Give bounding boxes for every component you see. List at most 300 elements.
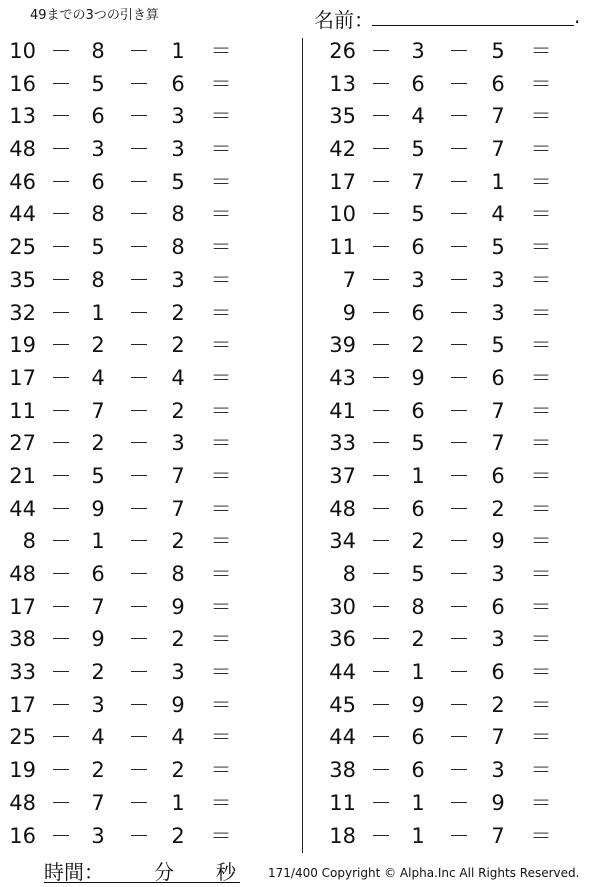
subtrahend-2: 2 (171, 823, 185, 848)
minuend: 17 (9, 692, 36, 717)
minus-sign: － (448, 169, 470, 194)
subtrahend-1: 7 (91, 594, 105, 619)
minus-sign: － (128, 267, 150, 292)
equals-sign: ＝ (530, 725, 552, 750)
equals-sign: ＝ (210, 660, 232, 685)
subtrahend-1: 1 (411, 463, 425, 488)
problem-row (0, 133, 240, 166)
problem-row (320, 493, 560, 526)
problem-row (320, 100, 560, 133)
subtrahend-2: 5 (491, 333, 505, 358)
minuend: 48 (329, 496, 356, 521)
subtrahend-1: 2 (91, 333, 105, 358)
minus-sign: － (370, 823, 392, 848)
minus-sign: － (50, 333, 72, 358)
problem-row (0, 362, 240, 395)
equals-sign: ＝ (210, 758, 232, 783)
problem-row (320, 133, 560, 166)
minuend: 9 (342, 300, 356, 325)
problem-row (0, 787, 240, 820)
minus-sign: － (50, 71, 72, 96)
minus-sign: － (128, 71, 150, 96)
minus-sign: － (370, 692, 392, 717)
subtrahend-1: 1 (411, 660, 425, 685)
problem-row (320, 264, 560, 297)
minus-sign: － (448, 71, 470, 96)
problem-row (0, 35, 240, 68)
subtrahend-2: 8 (171, 235, 185, 260)
minus-sign: － (370, 71, 392, 96)
problem-row (320, 166, 560, 199)
minus-sign: － (50, 823, 72, 848)
subtrahend-2: 4 (491, 202, 505, 227)
subtrahend-1: 6 (411, 71, 425, 96)
minus-sign: － (448, 137, 470, 162)
equals-sign: ＝ (530, 137, 552, 162)
equals-sign: ＝ (530, 169, 552, 194)
minuend: 13 (9, 104, 36, 129)
minus-sign: － (128, 758, 150, 783)
minus-sign: － (50, 790, 72, 815)
minuend: 7 (342, 267, 356, 292)
subtrahend-1: 8 (91, 39, 105, 63)
subtrahend-1: 3 (91, 823, 105, 848)
equals-sign: ＝ (210, 529, 232, 554)
minus-sign: － (50, 104, 72, 129)
subtrahend-2: 8 (171, 562, 185, 586)
minus-sign: － (50, 627, 72, 652)
problem-row (0, 721, 240, 754)
equals-sign: ＝ (210, 202, 232, 227)
subtrahend-2: 3 (491, 267, 505, 292)
minus-sign: － (370, 39, 392, 63)
subtrahend-2: 3 (491, 758, 505, 783)
equals-sign: ＝ (530, 235, 552, 260)
equals-sign: ＝ (530, 594, 552, 619)
subtrahend-1: 5 (411, 202, 425, 227)
equals-sign: ＝ (210, 104, 232, 129)
equals-sign: ＝ (530, 431, 552, 456)
minuend: 11 (329, 790, 356, 815)
subtrahend-2: 1 (491, 169, 505, 194)
minus-sign: － (50, 692, 72, 717)
minus-sign: － (128, 790, 150, 815)
minus-sign: － (50, 463, 72, 488)
equals-sign: ＝ (210, 463, 232, 488)
minus-sign: － (50, 496, 72, 521)
subtrahend-2: 5 (491, 39, 505, 63)
minus-sign: － (128, 725, 150, 750)
equals-sign: ＝ (210, 169, 232, 194)
subtrahend-1: 4 (411, 104, 425, 129)
minuend: 32 (9, 300, 36, 325)
copyright-text: 171/400 Copyright © Alpha.Inc All Rights Reserved. (268, 866, 580, 880)
subtrahend-1: 5 (91, 71, 105, 96)
minuend: 8 (22, 529, 36, 554)
subtrahend-2: 9 (491, 529, 505, 554)
name-input-line[interactable] (372, 25, 574, 26)
subtrahend-1: 9 (91, 496, 105, 521)
minus-sign: － (370, 104, 392, 129)
subtrahend-1: 5 (411, 562, 425, 586)
minus-sign: － (128, 235, 150, 260)
problem-row (320, 427, 560, 460)
minuend: 8 (342, 562, 356, 586)
subtrahend-2: 1 (171, 39, 185, 63)
minus-sign: － (448, 758, 470, 783)
minuend: 19 (9, 758, 36, 783)
minus-sign: － (448, 823, 470, 848)
subtrahend-1: 2 (91, 758, 105, 783)
minus-sign: － (448, 463, 470, 488)
problem-row (320, 721, 560, 754)
minuend: 19 (9, 333, 36, 358)
equals-sign: ＝ (530, 333, 552, 358)
time-underline (44, 882, 240, 883)
minus-sign: － (448, 529, 470, 554)
minus-sign: － (370, 790, 392, 815)
subtrahend-1: 6 (91, 169, 105, 194)
minus-sign: － (50, 660, 72, 685)
equals-sign: ＝ (530, 660, 552, 685)
problem-row (0, 100, 240, 133)
minus-sign: － (128, 823, 150, 848)
problem-row (320, 558, 560, 591)
subtrahend-2: 3 (171, 660, 185, 685)
equals-sign: ＝ (210, 627, 232, 652)
minus-sign: － (128, 431, 150, 456)
problem-row (320, 395, 560, 428)
seconds-label: 秒 (216, 860, 236, 884)
equals-sign: ＝ (210, 594, 232, 619)
subtrahend-2: 2 (171, 758, 185, 783)
equals-sign: ＝ (210, 823, 232, 848)
minus-sign: － (128, 529, 150, 554)
minuend: 44 (329, 660, 356, 685)
problem-row (320, 231, 560, 264)
minus-sign: － (128, 365, 150, 390)
subtrahend-2: 9 (171, 692, 185, 717)
subtrahend-2: 4 (171, 365, 185, 390)
subtrahend-1: 2 (411, 627, 425, 652)
minus-sign: － (128, 496, 150, 521)
minuend: 42 (329, 137, 356, 162)
problem-row (0, 689, 240, 722)
minuend: 17 (9, 365, 36, 390)
subtrahend-2: 3 (491, 627, 505, 652)
minus-sign: － (448, 562, 470, 586)
subtrahend-2: 3 (491, 562, 505, 586)
problem-row (320, 198, 560, 231)
equals-sign: ＝ (210, 235, 232, 260)
minus-sign: － (50, 267, 72, 292)
equals-sign: ＝ (210, 562, 232, 586)
equals-sign: ＝ (210, 333, 232, 358)
minus-sign: － (448, 431, 470, 456)
equals-sign: ＝ (210, 39, 232, 63)
equals-sign: ＝ (530, 823, 552, 848)
minuend: 45 (329, 692, 356, 717)
problem-row (320, 623, 560, 656)
subtrahend-1: 6 (411, 398, 425, 423)
subtrahend-2: 3 (171, 137, 185, 162)
minus-sign: － (370, 398, 392, 423)
subtrahend-2: 1 (171, 790, 185, 815)
minus-sign: － (448, 725, 470, 750)
subtrahend-1: 3 (91, 692, 105, 717)
problem-row (0, 460, 240, 493)
minuend: 21 (9, 463, 36, 488)
subtrahend-2: 6 (491, 365, 505, 390)
subtrahend-1: 6 (411, 300, 425, 325)
worksheet-title: 49までの3つの引き算 (30, 8, 159, 23)
minus-sign: － (128, 398, 150, 423)
equals-sign: ＝ (210, 496, 232, 521)
equals-sign: ＝ (530, 758, 552, 783)
equals-sign: ＝ (530, 71, 552, 96)
minus-sign: － (50, 169, 72, 194)
minuend: 44 (329, 725, 356, 750)
time-record (44, 856, 240, 882)
minus-sign: － (128, 594, 150, 619)
minus-sign: － (370, 496, 392, 521)
subtrahend-1: 1 (91, 529, 105, 554)
minus-sign: － (50, 594, 72, 619)
subtrahend-2: 3 (491, 300, 505, 325)
equals-sign: ＝ (210, 365, 232, 390)
minus-sign: － (370, 660, 392, 685)
problem-row (320, 35, 560, 68)
subtrahend-2: 3 (171, 431, 185, 456)
minus-sign: － (448, 202, 470, 227)
equals-sign: ＝ (530, 627, 552, 652)
problem-row (0, 231, 240, 264)
subtrahend-1: 3 (411, 39, 425, 63)
minuend: 48 (9, 790, 36, 815)
minuend: 18 (329, 823, 356, 848)
minutes-label: 分 (154, 860, 174, 884)
problem-row (0, 820, 240, 853)
problem-row (0, 166, 240, 199)
minuend: 44 (9, 496, 36, 521)
minuend: 38 (329, 758, 356, 783)
subtrahend-1: 3 (411, 267, 425, 292)
problem-row (320, 591, 560, 624)
subtrahend-1: 4 (91, 365, 105, 390)
equals-sign: ＝ (530, 398, 552, 423)
problem-row (0, 395, 240, 428)
subtrahend-2: 6 (491, 660, 505, 685)
minuend: 13 (329, 71, 356, 96)
minus-sign: － (448, 660, 470, 685)
problem-row (0, 525, 240, 558)
subtrahend-2: 7 (171, 463, 185, 488)
minus-sign: － (448, 39, 470, 63)
minus-sign: － (448, 300, 470, 325)
subtrahend-1: 2 (91, 660, 105, 685)
minus-sign: － (370, 137, 392, 162)
minuend: 25 (9, 235, 36, 260)
minus-sign: － (128, 104, 150, 129)
subtrahend-1: 4 (91, 725, 105, 750)
minus-sign: － (370, 725, 392, 750)
minuend: 48 (9, 562, 36, 586)
equals-sign: ＝ (210, 267, 232, 292)
minus-sign: － (50, 758, 72, 783)
minuend: 46 (9, 169, 36, 194)
subtrahend-1: 6 (91, 562, 105, 586)
problem-column-right (320, 35, 560, 852)
problem-row (0, 591, 240, 624)
minus-sign: － (448, 365, 470, 390)
minuend: 33 (9, 660, 36, 685)
minus-sign: － (370, 300, 392, 325)
minuend: 27 (9, 431, 36, 456)
subtrahend-1: 8 (91, 202, 105, 227)
subtrahend-1: 2 (411, 529, 425, 554)
minus-sign: － (448, 692, 470, 717)
equals-sign: ＝ (530, 365, 552, 390)
minuend: 38 (9, 627, 36, 652)
problem-row (0, 198, 240, 231)
minuend: 25 (9, 725, 36, 750)
problem-row (320, 68, 560, 101)
minus-sign: － (50, 398, 72, 423)
subtrahend-1: 2 (91, 431, 105, 456)
equals-sign: ＝ (210, 300, 232, 325)
equals-sign: ＝ (530, 202, 552, 227)
minus-sign: － (128, 300, 150, 325)
subtrahend-1: 5 (411, 137, 425, 162)
problem-row (0, 754, 240, 787)
minus-sign: － (128, 39, 150, 63)
subtrahend-1: 1 (91, 300, 105, 325)
minus-sign: － (370, 627, 392, 652)
subtrahend-2: 6 (491, 71, 505, 96)
minus-sign: － (50, 431, 72, 456)
subtrahend-2: 5 (491, 235, 505, 260)
problem-row (0, 493, 240, 526)
minus-sign: － (128, 562, 150, 586)
subtrahend-1: 8 (411, 594, 425, 619)
subtrahend-2: 9 (171, 594, 185, 619)
minuend: 17 (329, 169, 356, 194)
minuend: 36 (329, 627, 356, 652)
problem-row (0, 297, 240, 330)
subtrahend-1: 5 (91, 235, 105, 260)
subtrahend-1: 7 (91, 398, 105, 423)
equals-sign: ＝ (530, 790, 552, 815)
subtrahend-2: 2 (171, 529, 185, 554)
minuend: 30 (329, 594, 356, 619)
time-label: 時間： (44, 860, 104, 884)
minus-sign: － (50, 725, 72, 750)
minuend: 17 (9, 594, 36, 619)
minus-sign: － (448, 790, 470, 815)
minuend: 39 (329, 333, 356, 358)
problem-row (320, 297, 560, 330)
minuend: 44 (9, 202, 36, 227)
subtrahend-1: 7 (411, 169, 425, 194)
equals-sign: ＝ (530, 39, 552, 63)
equals-sign: ＝ (530, 463, 552, 488)
minuend: 16 (9, 823, 36, 848)
subtrahend-2: 6 (491, 594, 505, 619)
minus-sign: － (128, 660, 150, 685)
minus-sign: － (50, 562, 72, 586)
subtrahend-1: 7 (91, 790, 105, 815)
minus-sign: － (50, 137, 72, 162)
subtrahend-1: 5 (411, 431, 425, 456)
minus-sign: － (370, 333, 392, 358)
subtrahend-2: 7 (491, 137, 505, 162)
subtrahend-1: 9 (411, 692, 425, 717)
problem-row (320, 689, 560, 722)
minus-sign: － (128, 137, 150, 162)
subtrahend-2: 9 (491, 790, 505, 815)
problem-row (0, 329, 240, 362)
minus-sign: － (448, 267, 470, 292)
minus-sign: － (448, 398, 470, 423)
minuend: 10 (9, 39, 36, 63)
subtrahend-2: 7 (171, 496, 185, 521)
minus-sign: － (50, 39, 72, 63)
equals-sign: ＝ (210, 71, 232, 96)
subtrahend-2: 6 (491, 463, 505, 488)
problem-row (0, 427, 240, 460)
subtrahend-2: 3 (171, 104, 185, 129)
subtrahend-1: 9 (91, 627, 105, 652)
subtrahend-2: 7 (491, 823, 505, 848)
problem-row (320, 820, 560, 853)
minuend: 33 (329, 431, 356, 456)
subtrahend-1: 5 (91, 463, 105, 488)
minus-sign: － (50, 300, 72, 325)
minuend: 48 (9, 137, 36, 162)
minus-sign: － (128, 463, 150, 488)
minuend: 37 (329, 463, 356, 488)
minus-sign: － (50, 202, 72, 227)
subtrahend-2: 7 (491, 398, 505, 423)
equals-sign: ＝ (530, 562, 552, 586)
minuend: 26 (329, 39, 356, 63)
minuend: 35 (329, 104, 356, 129)
equals-sign: ＝ (530, 267, 552, 292)
minuend: 11 (9, 398, 36, 423)
minuend: 10 (329, 202, 356, 227)
minus-sign: － (50, 529, 72, 554)
equals-sign: ＝ (530, 529, 552, 554)
minus-sign: － (370, 235, 392, 260)
minus-sign: － (448, 496, 470, 521)
problem-column-left (0, 35, 240, 852)
minuend: 11 (329, 235, 356, 260)
subtrahend-1: 6 (411, 758, 425, 783)
subtrahend-2: 7 (491, 431, 505, 456)
subtrahend-1: 6 (91, 104, 105, 129)
problem-row (0, 623, 240, 656)
equals-sign: ＝ (210, 692, 232, 717)
minuend: 43 (329, 365, 356, 390)
problem-row (320, 754, 560, 787)
minuend: 16 (9, 71, 36, 96)
minuend: 35 (9, 267, 36, 292)
minuend: 41 (329, 398, 356, 423)
problem-row (0, 558, 240, 591)
minus-sign: － (370, 202, 392, 227)
minus-sign: － (448, 104, 470, 129)
minus-sign: － (370, 562, 392, 586)
